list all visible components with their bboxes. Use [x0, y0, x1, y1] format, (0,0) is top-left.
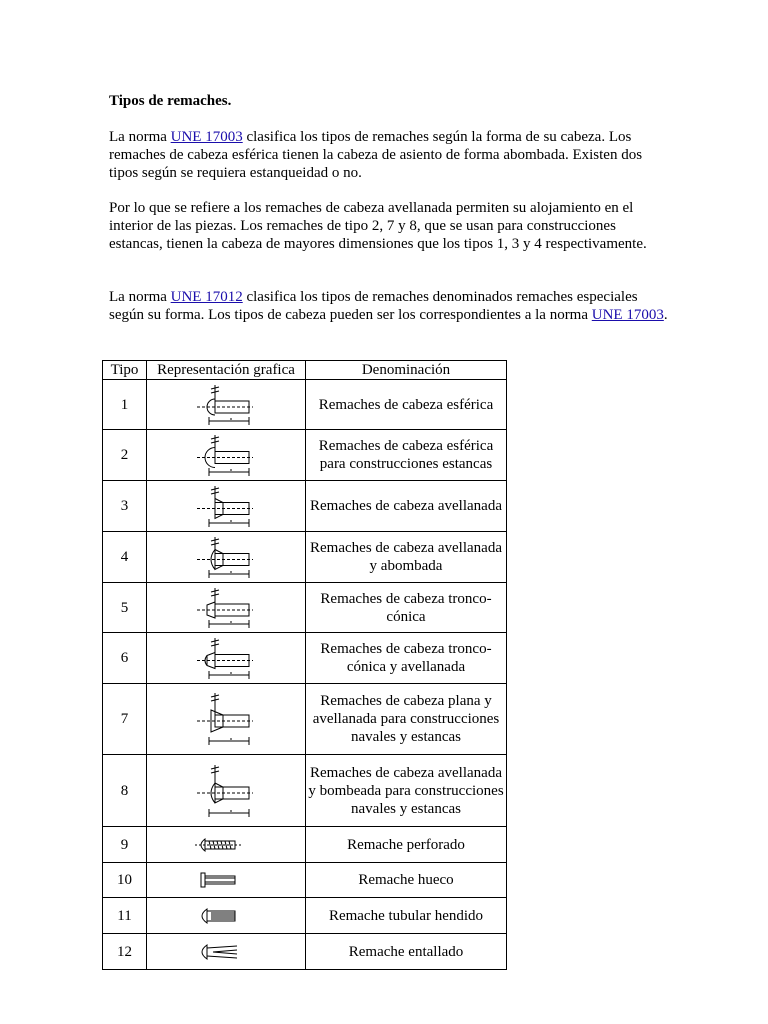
- cell-representacion: [147, 934, 306, 970]
- cell-representacion: [147, 684, 306, 755]
- table-row: [103, 633, 507, 684]
- cell-tipo: 10: [103, 863, 147, 898]
- rivet-drawing: [191, 586, 261, 630]
- paragraph-une-17003: [109, 128, 669, 182]
- rivet-drawing: [191, 906, 261, 926]
- rivet-drawing: [191, 433, 261, 478]
- cell-denominacion: Remaches de cabeza avellanada: [306, 481, 507, 532]
- header-representacion: Representación grafica: [147, 361, 306, 380]
- rivet-perforated-icon: [149, 835, 303, 855]
- paragraph-text: La norma: [109, 129, 171, 145]
- table-row: [103, 583, 507, 633]
- cell-representacion: [147, 380, 306, 430]
- link-une-17003-second[interactable]: UNE 17003: [591, 307, 664, 323]
- header-denominacion: Denominación: [306, 361, 507, 380]
- cell-tipo: 3: [103, 481, 147, 532]
- cell-tipo: 2: [103, 430, 147, 481]
- rivet-drawing: [191, 942, 261, 962]
- cell-tipo: 5: [103, 583, 147, 633]
- cell-representacion: [147, 633, 306, 684]
- cell-representacion: [147, 827, 306, 863]
- cell-denominacion: Remaches de cabeza esférica para construcciones estancas: [306, 430, 507, 481]
- paragraph-text: .: [663, 307, 668, 323]
- cell-denominacion: Remaches de cabeza tronco-cónica: [306, 583, 507, 633]
- cell-representacion: [147, 863, 306, 898]
- rivet-drawing: [191, 835, 261, 855]
- cell-denominacion: Remache entallado: [306, 934, 507, 970]
- cell-tipo: 1: [103, 380, 147, 430]
- table-row: [103, 898, 507, 934]
- cell-tipo: 4: [103, 532, 147, 583]
- paragraph-text: La norma: [109, 289, 171, 305]
- rivet-truncated-cone-head-icon: [149, 586, 303, 630]
- rivet-drawing: [191, 763, 261, 819]
- rivet-drawing: [191, 691, 261, 747]
- rivet-countersunk-rounded-icon: [149, 763, 303, 819]
- paragraph-text: clasifica los tipos de remaches según la forma de su cabeza. Los remaches de cabeza esférica tienen la cabeza de asiento de forma abombada. Existen dos tipos según se requiera estanqueidad o no.: [109, 129, 643, 181]
- cell-tipo: 11: [103, 898, 147, 934]
- cell-representacion: [147, 898, 306, 934]
- table-row: [103, 827, 507, 863]
- cell-denominacion: Remache hueco: [306, 863, 507, 898]
- cell-representacion: [147, 583, 306, 633]
- table-row: [103, 755, 507, 827]
- table-row: [103, 532, 507, 583]
- cell-representacion: [147, 532, 306, 583]
- rivet-flat-countersunk-icon: [149, 691, 303, 747]
- table-row: [103, 481, 507, 532]
- cell-denominacion: Remaches de cabeza avellanada y bombeada para construcciones navales y estancas: [306, 755, 507, 827]
- header-tipo: Tipo: [103, 361, 147, 380]
- rivet-types-table: [102, 360, 507, 970]
- rivet-drawing: [191, 870, 261, 890]
- cell-denominacion: Remaches de cabeza plana y avellanada para construcciones navales y estancas: [306, 684, 507, 755]
- link-une-17003[interactable]: UNE 17003: [170, 129, 243, 145]
- cell-tipo: 12: [103, 934, 147, 970]
- rivet-drawing: [191, 383, 261, 427]
- table-header-row: [103, 361, 507, 380]
- rivet-spherical-head-sealed-icon: [149, 433, 303, 478]
- rivet-drawing: [191, 535, 261, 580]
- cell-tipo: 7: [103, 684, 147, 755]
- rivet-spherical-head-icon: [149, 383, 303, 427]
- cell-tipo: 6: [103, 633, 147, 684]
- table-row: [103, 684, 507, 755]
- link-une-17012[interactable]: UNE 17012: [170, 289, 243, 305]
- rivet-drawing: [191, 636, 261, 681]
- cell-representacion: [147, 481, 306, 532]
- cell-denominacion: Remache perforado: [306, 827, 507, 863]
- cell-representacion: [147, 755, 306, 827]
- rivet-slotted-icon: [149, 942, 303, 962]
- rivet-countersunk-domed-head-icon: [149, 535, 303, 580]
- cell-representacion: [147, 430, 306, 481]
- cell-denominacion: Remaches de cabeza tronco-cónica y avellanada: [306, 633, 507, 684]
- paragraph-countersunk: Por lo que se refiere a los remaches de cabeza avellanada permiten su alojamiento en el interior de las piezas. Los remaches de tipo 2, 7 y 8, que se usan para construcciones estancas, tienen la cabeza de mayores dimensiones que los tipos 1, 3 y 4 respectivamente.: [109, 200, 647, 252]
- rivet-countersunk-head-icon: [149, 484, 303, 529]
- cell-tipo: 9: [103, 827, 147, 863]
- table-row: [103, 863, 507, 898]
- page-title: Tipos de remaches.: [109, 93, 232, 109]
- cell-tipo: 8: [103, 755, 147, 827]
- rivet-split-tubular-icon: [149, 906, 303, 926]
- rivet-truncated-cone-countersunk-icon: [149, 636, 303, 681]
- cell-denominacion: Remache tubular hendido: [306, 898, 507, 934]
- table-row: [103, 934, 507, 970]
- paragraph-une-17012: [109, 288, 669, 324]
- table-row: [103, 430, 507, 481]
- rivet-drawing: [191, 484, 261, 529]
- rivet-hollow-icon: [149, 870, 303, 890]
- cell-denominacion: Remaches de cabeza esférica: [306, 380, 507, 430]
- table-row: [103, 380, 507, 430]
- cell-denominacion: Remaches de cabeza avellanada y abombada: [306, 532, 507, 583]
- paragraph-text: clasifica los tipos de remaches denominados remaches especiales según su forma. Los tipos de cabeza pueden ser los correspondientes a la norma: [109, 289, 638, 323]
